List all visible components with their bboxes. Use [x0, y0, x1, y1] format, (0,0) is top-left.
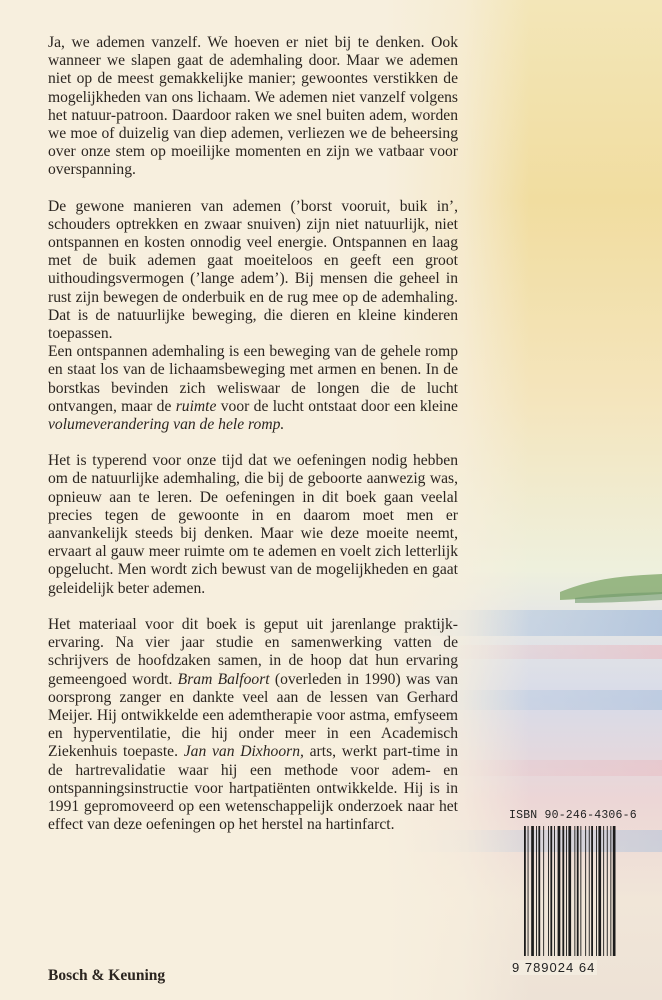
barcode-bar	[528, 826, 529, 956]
blurb-text	[48, 34, 458, 834]
text-run: Een ontspannen ademhaling is een beweging van de gehele romp en staat los van de lichaamsbeweging met armen en benen. In de borstkas bevinden zich weliswaar de longen die de lucht ontvangen, maar de	[48, 343, 458, 415]
isbn-number: ISBN 90-246-4306-6	[509, 809, 637, 822]
barcode-bar	[577, 826, 579, 956]
barcode-bar	[536, 826, 537, 956]
barcode-bar	[598, 826, 601, 956]
text-run: arts, werkt part-time in de hartrevalidatie waar hij een methode voor adem- en ontspanningsinstructie voor hartpatiënten ontwikkelde. Hij is in 1991 gepromoveerd op een wetenschappelijk onderzoek naar het effect van deze oefeningen op het herstel na hartinfarct.	[48, 743, 458, 834]
barcode-bar	[568, 826, 571, 956]
emphasis-text: Bram Balfoort	[177, 670, 270, 688]
text-run: Ja, we ademen vanzelf. We hoeven er niet bij te denken. Ook wanneer we slapen gaat de ademhaling door. Maar we ademen niet op de meest gemakkelijke manier; gewoontes verstikken de mogelijkheden van ons lichaam. We ademen niet vanzelf volgens het natuur-patroon. Daardoor raken we snel buiten adem, worden we moe of duizelig van diep ademen, verliezen we de beheersing over onze stem op moeilijke momenten en zijn we vatbaar voor overspanning.	[48, 34, 458, 179]
barcode-bar	[607, 826, 608, 956]
barcode-bar	[524, 826, 526, 956]
emphasis-text: ruimte	[175, 397, 217, 415]
barcode-bar	[603, 826, 604, 956]
text-run: voor de lucht ontstaat door een kleine	[216, 397, 458, 415]
text-run: (overleden in 1990) was van oorsprong zanger en dankte veel aan de lessen van Gerhard Meijer. Hij ontwikkelde een ademtherapie voor astma, emfyseem en hyperventilatie, die hij onder meer in een Academisch Ziekenhuis toepaste.	[48, 670, 459, 761]
barcode-bar	[613, 826, 616, 956]
barcode-bar	[596, 826, 597, 956]
barcode-bar	[585, 826, 586, 956]
barcode-bar	[538, 826, 540, 956]
paragraph	[48, 34, 458, 180]
barcode-bar	[543, 826, 544, 956]
barcode-bar	[550, 826, 552, 956]
emphasis-text: volumeverandering van de hele romp.	[48, 416, 285, 434]
emphasis-text: Jan van Dixhoorn,	[183, 743, 304, 761]
barcode-digits: 9 789024 64	[512, 960, 596, 975]
barcode-bar	[558, 826, 561, 956]
barcode-bar	[531, 826, 534, 956]
paragraph	[48, 616, 458, 834]
barcode-bar	[566, 826, 567, 956]
paragraph	[48, 198, 458, 344]
text-run: Het materiaal voor dit boek is geput uit jarenlange praktijk-ervaring. Na vier jaar studie en samenwerking vatten de schrijvers de hoofdzaken samen, in de hoop dat hun ervaring gemeengoed wordt.	[48, 615, 458, 688]
paragraph	[48, 452, 458, 598]
barcode-bar	[548, 826, 549, 956]
barcode-icon	[522, 826, 644, 960]
barcode-bar	[580, 826, 581, 956]
barcode-bar	[574, 826, 575, 956]
text-run: De gewone manieren van ademen (’borst vooruit, buik in’, schouders optrekken en zwaar snuiven) zijn niet natuurlijk, niet ontspannen en kosten onnodig veel energie. Ontspannen en laag met de buik ademen gaat moeiteloos en geeft een groot uithoudingsvermogen (’lange adem’). Bij mensen die geheel in rust zijn bewegen de onderbuik en de rug mee op de ademhaling. Dat is de natuurlijke beweging, die dieren en kleine kinderen toepassen.	[48, 197, 458, 343]
barcode-bar	[562, 826, 564, 956]
barcode-bar	[554, 826, 555, 956]
publisher-name: Bosch & Keuning	[48, 967, 166, 984]
barcode-bar	[591, 826, 593, 956]
barcode-bar	[610, 826, 611, 956]
barcode-bar	[589, 826, 590, 956]
paragraph	[48, 343, 458, 434]
text-run: Het is typerend voor onze tijd dat we oefeningen nodig hebben om de natuurlijke ademhaling, die bij de geboorte aanwezig was, opnieuw aan te leren. De oefeningen in dit boek gaan veelal precies tegen de gewoonte in en daarom moet men er aanvankelijk steeds bij denken. Maar wie deze moeite neemt, ervaart al gauw meer ruimte om te ademen en voelt zich letterlijk opgelucht. Men wordt zich bewust van de mogelijkheden en gaat geleidelijk beter ademen.	[48, 452, 458, 597]
